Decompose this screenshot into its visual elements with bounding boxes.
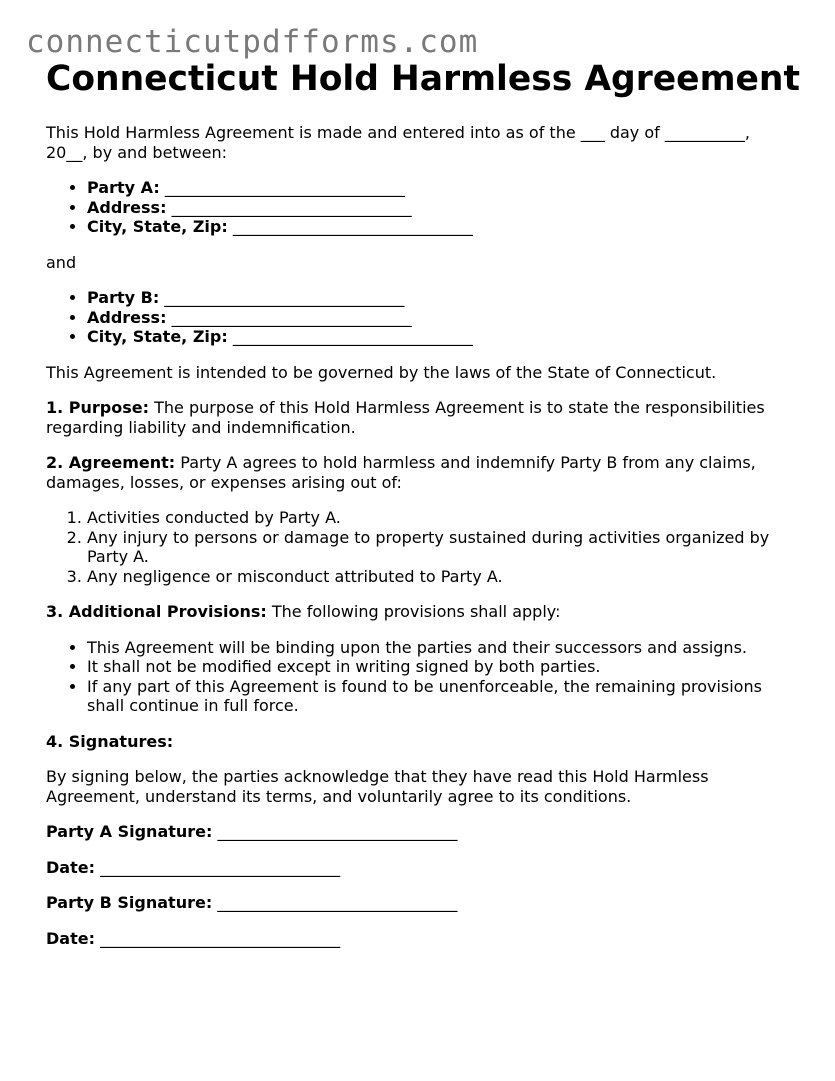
section-heading: 3. Additional Provisions:: [46, 602, 267, 621]
field-label: City, State, Zip:: [87, 217, 228, 236]
list-item: • This Agreement will be binding upon the parties and their successors and assigns.: [87, 638, 791, 658]
field-label: Party B Signature:: [46, 893, 213, 912]
field-label: Address:: [87, 197, 167, 217]
field-label: Party B:: [87, 288, 160, 307]
list-item: [87, 288, 791, 308]
party-b-city-blank: ______________________________: [232, 327, 473, 346]
document-body: [46, 58, 800, 964]
party-a-date-line: [46, 858, 791, 878]
list-item: [87, 217, 791, 237]
list-item: [87, 198, 791, 218]
signatures-paragraph: By signing below, the parties acknowledge that they have read this Hold Harmless Agreement, understand its terms, and voluntarily agree to its conditions.: [46, 767, 709, 806]
governing-law-paragraph: This Agreement is intended to be governed by the laws of the State of Connecticut.: [46, 362, 717, 382]
party-a-city-blank: ______________________________: [232, 217, 473, 236]
party-b-date-line: [46, 929, 791, 949]
section-heading: 1. Purpose:: [46, 398, 150, 417]
list-item: 2. Any injury to persons or damage to property sustained during activities organized by Party A.: [87, 528, 791, 567]
field-label: Party A Signature:: [46, 822, 213, 841]
section-heading: 4. Signatures:: [46, 731, 174, 751]
page-title: Connecticut Hold Harmless Agreement: [46, 59, 800, 99]
field-label: City, State, Zip:: [87, 327, 228, 346]
provisions-section: [46, 602, 791, 622]
party-a-address-blank: ______________________________: [171, 197, 412, 217]
list-item: [87, 308, 791, 328]
field-label: Party A:: [87, 178, 160, 197]
list-item: • If any part of this Agreement is found to be unenforceable, the remaining provisions shall continue in full force.: [87, 677, 791, 716]
list-item: [87, 327, 791, 347]
section-heading: 2. Agreement:: [46, 453, 176, 472]
party-a-name-blank: ______________________________: [164, 178, 405, 197]
list-item: • It shall not be modified except in writing signed by both parties.: [87, 657, 791, 677]
field-label: Address:: [87, 307, 167, 327]
party-b-address-blank: ______________________________: [171, 307, 412, 327]
section-text: The purpose of this Hold Harmless Agreement is to state the responsibilities regarding liability and indemnification.: [46, 398, 765, 437]
party-b-name-blank: ______________________________: [164, 288, 405, 307]
party-b-date-blank: ______________________________: [100, 928, 341, 948]
list-item: 1. Activities conducted by Party A.: [87, 508, 791, 528]
party-a-date-blank: ______________________________: [100, 857, 341, 877]
field-label: Date:: [46, 928, 95, 948]
party-a-signature-line: [46, 822, 791, 842]
intro-paragraph: This Hold Harmless Agreement is made and entered into as of the ___ day of __________, 20__, by and between:: [46, 123, 750, 162]
list-item: 3. Any negligence or misconduct attributed to Party A.: [87, 567, 791, 587]
party-b-signature-line: [46, 893, 791, 913]
section-text: The following provisions shall apply:: [271, 602, 561, 621]
purpose-section: [46, 398, 791, 437]
field-label: Date:: [46, 857, 95, 877]
agreement-list: [46, 508, 791, 586]
watermark: connecticutpdfforms.com: [26, 24, 479, 60]
agreement-section: [46, 453, 791, 492]
party-a-list: [46, 178, 791, 237]
party-b-list: [46, 288, 791, 347]
section-text: Party A agrees to hold harmless and indemnify Party B from any claims, damages, losses, or expenses arising out of:: [46, 453, 756, 492]
party-b-signature-blank: ______________________________: [217, 893, 458, 912]
signatures-heading: [46, 732, 791, 752]
list-item: [87, 178, 791, 198]
party-a-signature-blank: ______________________________: [217, 822, 458, 841]
and-text: and: [46, 252, 77, 272]
provisions-list: [46, 638, 791, 716]
